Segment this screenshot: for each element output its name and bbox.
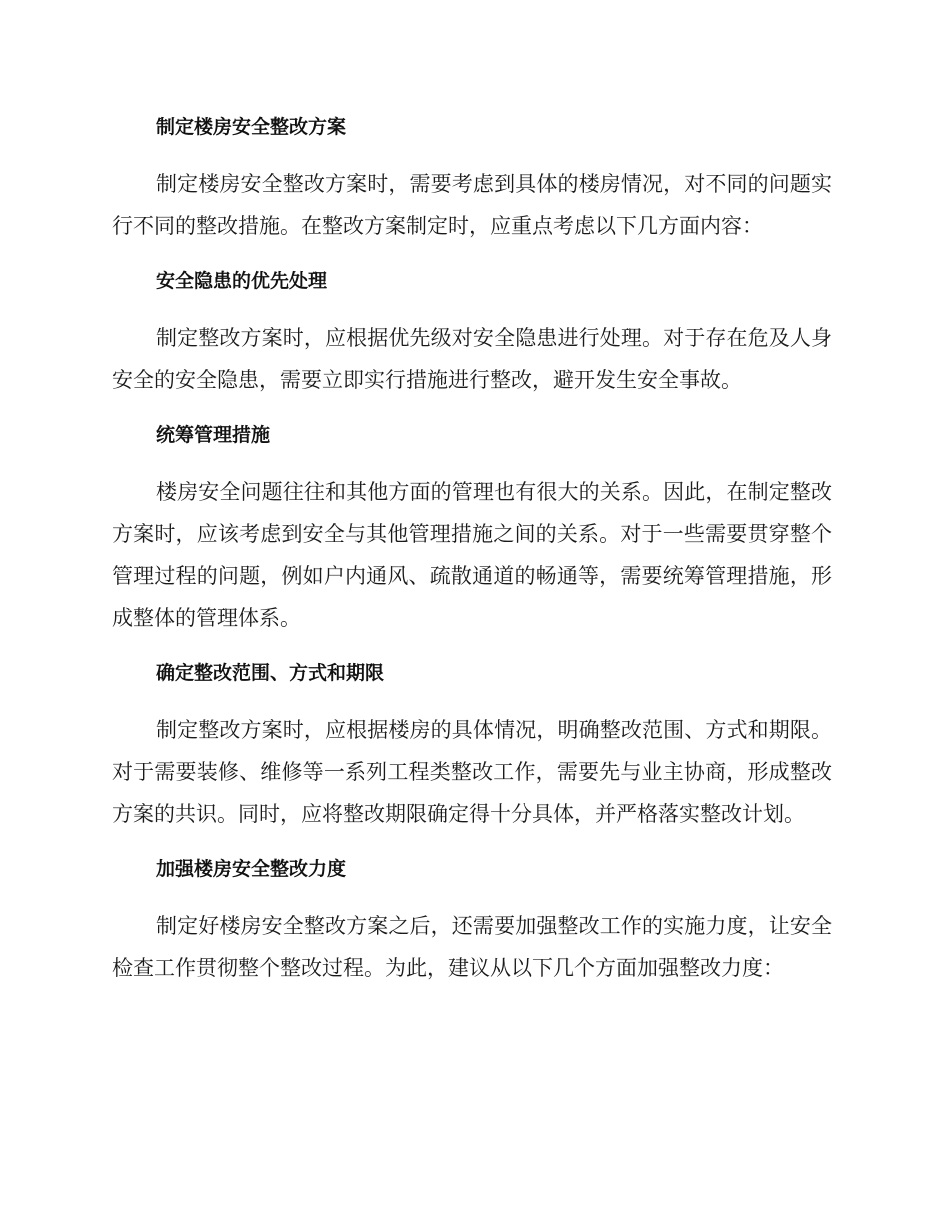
section-heading-2: 安全隐患的优先处理	[156, 270, 328, 292]
section-paragraph-2: 制定整改方案时，应根据优先级对安全隐患进行处理。对于存在危及人身安全的安全隐患，需要立即实行措施进行整改，避开发生安全事故。	[112, 326, 832, 392]
document-body	[112, 109, 832, 989]
section-heading-5: 加强楼房安全整改力度	[156, 858, 347, 880]
section-heading-3: 统筹管理措施	[156, 424, 271, 446]
section-paragraph-3: 楼房安全问题往往和其他方面的管理也有很大的关系。因此，在制定整改方案时，应该考虑到安全与其他管理措施之间的关系。对于一些需要贯穿整个管理过程的问题，例如户内通风、疏散通道的畅通等，需要统筹管理措施，形成整体的管理体系。	[112, 480, 832, 630]
section-paragraph-1: 制定楼房安全整改方案时，需要考虑到具体的楼房情况，对不同的问题实行不同的整改措施。在整改方案制定时，应重点考虑以下几方面内容：	[112, 172, 832, 238]
section-heading-1: 制定楼房安全整改方案	[156, 116, 347, 138]
section-paragraph-4: 制定整改方案时，应根据楼房的具体情况，明确整改范围、方式和期限。对于需要装修、维修等一系列工程类整改工作，需要先与业主协商，形成整改方案的共识。同时，应将整改期限确定得十分具体，并严格落实整改计划。	[112, 718, 832, 826]
section-heading-4: 确定整改范围、方式和期限	[156, 662, 385, 684]
section-paragraph-5: 制定好楼房安全整改方案之后，还需要加强整改工作的实施力度，让安全检查工作贯彻整个整改过程。为此，建议从以下几个方面加强整改力度：	[112, 914, 832, 980]
